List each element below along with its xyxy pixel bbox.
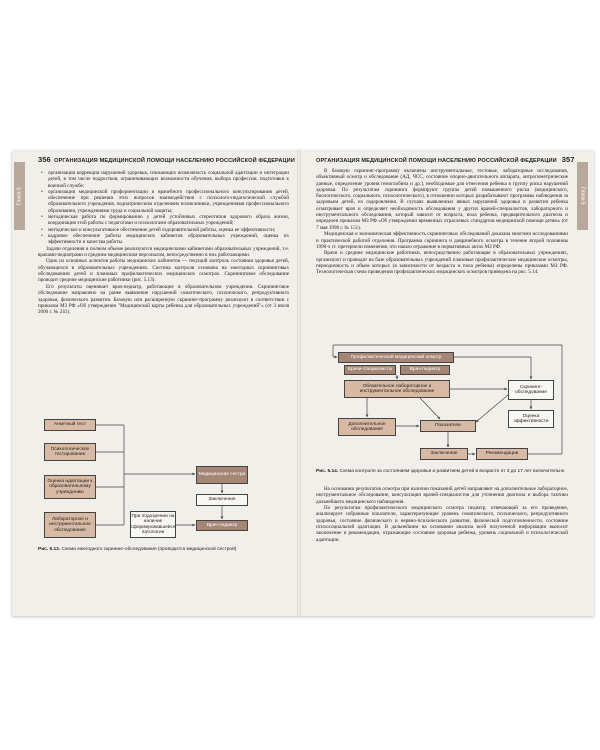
figure-caption-5-13 — [38, 547, 293, 553]
diagram-box-psych-testing: Психологическое тестирование — [44, 443, 96, 461]
diagram-box-efficiency: Оценка эффективности — [508, 410, 554, 428]
chapter-tab-left — [14, 162, 25, 230]
figure-caption-5-14 — [316, 469, 568, 475]
list-item: • методическое и консультативное обеспечение детей оздоровительной работы, оценка ее эффективности; — [48, 227, 289, 233]
right-text-column-top — [316, 168, 568, 276]
left-page-number: 356 — [38, 155, 51, 164]
list-item: • организация коррекции нарушений здоровья, снижающих возможность социальной адаптации и интеграции детей, в том числе подростков, ограничивающих возможности обучения, выбора профессии, подготовки к военной службе; — [48, 170, 289, 189]
diagram-box-prof-exam: Профилактический медицинский осмотр — [338, 352, 454, 363]
caption-text: Схема ежегодного скрининг-обследования (проводится медицинской сестрой) — [61, 547, 237, 552]
paragraph: В базовую скрининг-программу включены инструментальные, тестовые, лабораторные исследования, объективный осмотр и обследование (АД, ЧСС, состояние опорно-двигательного аппарата, антропометрические данные, определение уровня гемоглобина и др.), необходимые для отнесения ребенка в группу риска нарушений здоровья. По результатам скрининга формируют группы детей повышенного риска (медицинского, биологического, социального, психологического), в отношении которых разрабатывают программы наблюдения за здоровьем детей, их оздоровления. В случаях выявленных явных нарушений здоровья и развития ребенка осматривает врач и определяет необходимость обследования у других врачей-специалистов, лабораторного и инструментального обследования, который зависит от возраста, пола ребенка, предварительного диагноза и определен приказом МЗ РФ «Об утверждении временных отраслевых стандартов медицинской помощи детям» (от 7 мая 1998 г. № 151). — [316, 168, 568, 231]
book-gutter — [297, 150, 301, 616]
left-bullet-list — [38, 170, 289, 246]
diagram-box-mandatory-exam: Обязательное лабораторное и инструментальное обследование — [344, 380, 450, 398]
list-item: • методическая работа по формированию у детей устойчивых стереотипов здорового образа жизни, координация этой работы с педагогами и психологами образовательных учреждений; — [48, 214, 289, 227]
right-text-column-bottom — [316, 486, 568, 543]
diagram-box-right-conclusion: Заключение — [420, 448, 468, 460]
paragraph: Медицинская и экономическая эффективность скрининговых обследований доказана многими исследованиями и практической работой отделения. Программа скрининга и доврачебного осмотра в течение второй половины 1990-х гг. претерпели изменения, что нашло отражение в нормативных актах МЗ РФ. — [316, 231, 568, 250]
paragraph: Врачи и средние медицинские работники, непосредственно работающие в образовательных учреждениях, организуют и проводят на базе образовательных учреждений плановые профилактические медицинские осмотры, периодичность и объем которых (в зависимости от возраста и пола ребенка) определены приказами МЗ РФ. Технологическая схема проведения профилактических медицинских осмотров приведена на рис. 5.14. — [316, 250, 568, 276]
right-page-number: 357 — [561, 155, 575, 164]
paragraph: Одно из основных аспектов работы медицинских кабинетов — текущий контроль состояния здоровья детей, обучающихся в образовательных учреждениях. Система контроля основана на ежегодных скрининговых обследованиях детей и плановых профилактических медицинских осмотрах. Скрининговое обследование проводит средние медицинские работники (рис. 5.13). — [38, 258, 289, 284]
right-running-title: ОРГАНИЗАЦИЯ МЕДИЦИНСКОЙ ПОМОЩИ НАСЕЛЕНИЮ РОССИЙСКОЙ ФЕДЕРАЦИИ — [316, 158, 557, 164]
caption-label: Рис. 5.13. — [38, 547, 61, 552]
diagram-box-adaptation: Оценка адаптации к образовательному учреждению — [44, 475, 96, 499]
list-item: • кадровое обеспечение работы медицинских кабинетов образовательных учреждений, оценка их эффективности и качества работы. — [48, 233, 289, 246]
diagram-box-screening: Скрининг-обследование — [508, 380, 554, 400]
diagram-box-right-pediatrician: Врач-педиатр — [400, 365, 450, 375]
diagram-box-recommendations: Рекомендации — [476, 448, 528, 460]
diagram-box-pediatrician: Врач-педиатр — [196, 520, 248, 531]
diagram-box-questionnaire: Анкетный тест — [44, 419, 96, 431]
chapter-tab-label: Глава 5 — [16, 187, 23, 205]
right-running-head — [316, 155, 575, 164]
chapter-tab-right — [577, 162, 588, 230]
diagram-box-conclusion: Заключение — [196, 494, 248, 506]
chapter-tab-label: Глава 5 — [579, 187, 586, 205]
paragraph: Его результаты оценивает врач-педиатр, работающие в образовательном учреждении. Скрининговое обследование направлено на ранее выявление нарушений соматического, психического, репродуктивного здоровья, физического развития. Базовую или расширенную скрининг-программу реализуют в соответствии с приказом МЗ РФ «Об утверждении "Медицинской карты ребенка для образовательных учреждений"» (от 3 июля 2000 г. № 241). — [38, 283, 289, 316]
diagram-box-additional-exam: Дополнительное обследование — [338, 418, 396, 436]
diagram-box-suspicion: При подозрении на наличие сформировавшейся патологии — [130, 511, 176, 538]
list-item: • организация медицинской профориентации и врачебного профессионального консультирования детей, обеспечение при решении этих вопросов взаимодействия с психолого-педагогической службой образовательного учреждения, педиатрическим отделением поликлиники, учреждениями профессионального образования, учреждениями труда и социальной защиты; — [48, 189, 289, 214]
caption-text: Схема контроля за состоянием здоровья и развитием детей в возрасте от 3 до 17 лет включительно — [339, 469, 565, 474]
diagram-box-indicators: Показатели — [420, 420, 476, 432]
left-running-head — [38, 155, 295, 164]
diagram-box-nurse: Медицинская сестра — [196, 466, 248, 484]
paragraph: По результатам профилактического медицинского осмотра педиатр, отвечающий за его проведение, анализирует собранные показатели, характеризующие уровень соматического, психического, репродуктивного здоровья, состояние физического и нервно-психического развития, физической подготовленности, состояние психосоциальной адаптации. В дальнейшем на основании анализа всей полученной информации выносит заключение и рекомендации, отражающие состояние здоровья ребенка, уровень социальной и психологической адаптации. — [316, 505, 568, 543]
caption-label: Рис. 5.14. — [316, 469, 339, 474]
left-text-column — [38, 170, 289, 316]
paragraph: На основании результатов осмотра при наличии показаний детей направляют на дополнительное лабораторное, инструментальное обследование, консультации врачей-специалистов для уточнения диагноза и выбора тактики дальнейшего медицинского наблюдения. — [316, 486, 568, 505]
diagram-box-specialists: Врачи-специалисты — [344, 365, 396, 375]
diagram-box-lab-exam: Лабораторное и инструментальное обследование — [44, 512, 96, 538]
left-running-title: ОРГАНИЗАЦИЯ МЕДИЦИНСКОЙ ПОМОЩИ НАСЕЛЕНИЮ РОССИЙСКОЙ ФЕДЕРАЦИИ — [54, 158, 295, 164]
paragraph: Задачи отделения в полном объеме реализуются медицинскими кабинетами образовательных учреждений, т.е. врачами-педиатрами и средним медицинским персоналом, непосредственно в них работающими. — [38, 245, 289, 258]
